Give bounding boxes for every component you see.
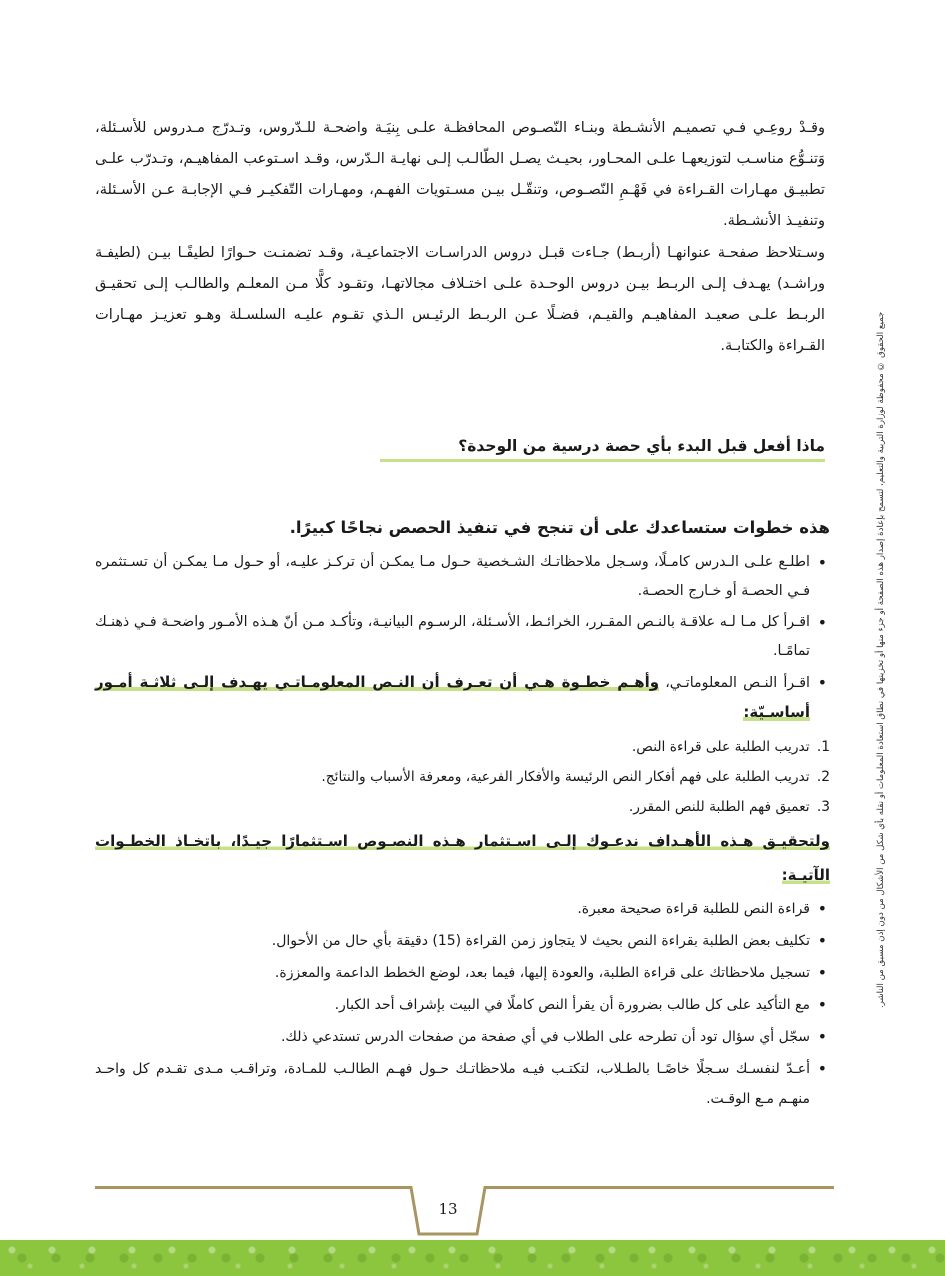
steps-bullet-list	[95, 548, 830, 728]
item-text: تدريب الطلبة على قراءة النص.	[631, 739, 810, 755]
intro-paragraph-1: وقـدْ روعِـي فـي تصميـم الأنشـطة وبنـاء النّصـوص المحافظـة علـى بِنيَـة واضحـة للـدّروس، وتـدرّج مـدروس للأسـئلة، وَتنـوُّع مناسـب لتوزيعهـا علـى المحـاور، بحيـث يصـل الطّالـب إلـى نهايـة الـدّرس، وقـد اسـتوعب المفاهيـم، وتـدرّب علـى تطبيـق مهـارات القـراءة في فَهْـمِ النّصـوص، وتنقّـل بيـن مسـتويات الفهـم، ومهـارات التّفكيـر فـي الإجابـة عـن الأسـئلة، وتنفيـذ الأنشـطة.	[95, 119, 825, 229]
steps-section	[95, 516, 830, 1114]
list-item	[95, 762, 830, 792]
list-item: • تكليف بعض الطلبة بقراءة النص بحيث لا يتجاوز زمن القراءة (15) دقيقة بأي حال من الأحوال.	[95, 926, 830, 956]
highlighted-key-step: وأهـم خطـوة هـي أن تعـرف أن النـص المعلومـاتـي يهـدف إلـى ثلاثـة أمـور أساسـيّة:	[95, 673, 810, 721]
item-number: 3.	[816, 799, 830, 815]
list-item	[95, 668, 830, 728]
footer-rule-right	[487, 1186, 834, 1189]
intro-paragraph-2: وسـتلاحظ صفحـة عنوانهـا (أربـط) جـاءت قبـل دروس الدراسـات الاجتماعيـة، وقـد تضمنـت حـوارًا لطيفًـا بيـن (لطيفـة وراشـد) يهـدف إلـى الربـط بيـن دروس الوحـدة علـى اختـلاف مجالاتهـا، وتقـود كلًّا مـن المعلـم والطالـب إلـى تحقيـق الربـط علـى صعيـد المفاهيـم والقيـم، فضـلًا عـن الربـط الرئيـس الـذي تقـوم عليـه السلسـلة وهـو تعزيـز مهـارات القـراءة والكتابـة.	[95, 244, 825, 354]
top-margin	[0, 0, 945, 6]
goal-statement	[95, 824, 830, 892]
decorative-footer-band	[0, 1240, 945, 1276]
copyright-side-note: جميع الحقوق © محفوظة لوزارة التربية والتعليم، لتسمح بإعادة إصدار هذه الصفحة أو جزء منها أو تخزينها في نطاق استعادة المعلومات أو نقله بأي شكل من الأشكال من دون إذن مسبق من الناشر.	[876, 311, 886, 1009]
goal-highlight: ولتحقيـق هـذه الأهـداف ندعـوك إلـى اسـتثمار هـذه النصـوص اسـتثمارًا جيـدًا، باتخـاذ الخطـوات الآتيـة:	[95, 832, 830, 884]
steps-title: هذه خطوات ستساعدك على أن تنجح في تنفيذ الحصص نجاحًا كبيرًا.	[289, 518, 830, 537]
item-number: 1.	[816, 739, 830, 755]
list-item: • أعـدّ لنفسـك سـجلًا خاصًـا بالطـلاب، لتكتـب فيـه ملاحظاتـك حـول فهـم الطالـب للمـادة، وتراقـب مـدى تقـدم كل واحـد منهـم مـع الوقـت.	[95, 1054, 830, 1114]
list-item	[95, 732, 830, 762]
bullet3-lead: اقـرأ النـص المعلوماتـي،	[665, 675, 810, 691]
page-number: 13	[438, 1200, 458, 1218]
item-number: 2.	[816, 769, 830, 785]
intro-text	[95, 112, 825, 361]
item-text: تدريب الطلبة على فهم أفكار النص الرئيسة والأفكار الفرعية، ومعرفة الأسباب والنتائج.	[321, 769, 810, 785]
section-heading: ماذا أفعل قبل البدء بأي حصة درسية من الوحدة؟	[380, 437, 825, 462]
list-item: • تسجيل ملاحظاتك على قراءة الطلبة، والعودة إليها، فيما بعد، لوضع الخطط الداعمة والمعززة.	[95, 958, 830, 988]
item-text: تعميق فهم الطلبة للنص المقرر.	[628, 799, 810, 815]
list-item	[95, 792, 830, 822]
list-item: • اطلـع علـى الـدرس كامـلًا، وسـجل ملاحظاتـك الشـخصية حـول مـا يمكـن أن تركـز عليـه، أو حـول مـا يمكـن أن تسـتثمره فـي الحصـة أو خـارج الحصـة.	[95, 548, 830, 606]
list-item: • اقـرأ كل مـا لـه علاقـة بالنـص المقـرر، الخرائـط، الأسـئلة، الرسـوم البيانيـة، وتأكـد مـن أنّ هـذه الأمـور واضحـة فـي ذهنـك تمامًـا.	[95, 608, 830, 666]
list-item: • قراءة النص للطلبة قراءة صحيحة معبرة.	[95, 894, 830, 924]
list-item: • سجّل أي سؤال تود أن تطرحه على الطلاب في أي صفحة من صفحات الدرس تستدعي ذلك.	[95, 1022, 830, 1052]
list-item: • مع التأكيد على كل طالب بضرورة أن يقرأ النص كاملًا في البيت بإشراف أحد الكبار.	[95, 990, 830, 1020]
goals-numbered-list	[95, 732, 830, 822]
actions-bullet-list	[95, 894, 830, 1114]
footer-rule-left	[95, 1186, 409, 1189]
